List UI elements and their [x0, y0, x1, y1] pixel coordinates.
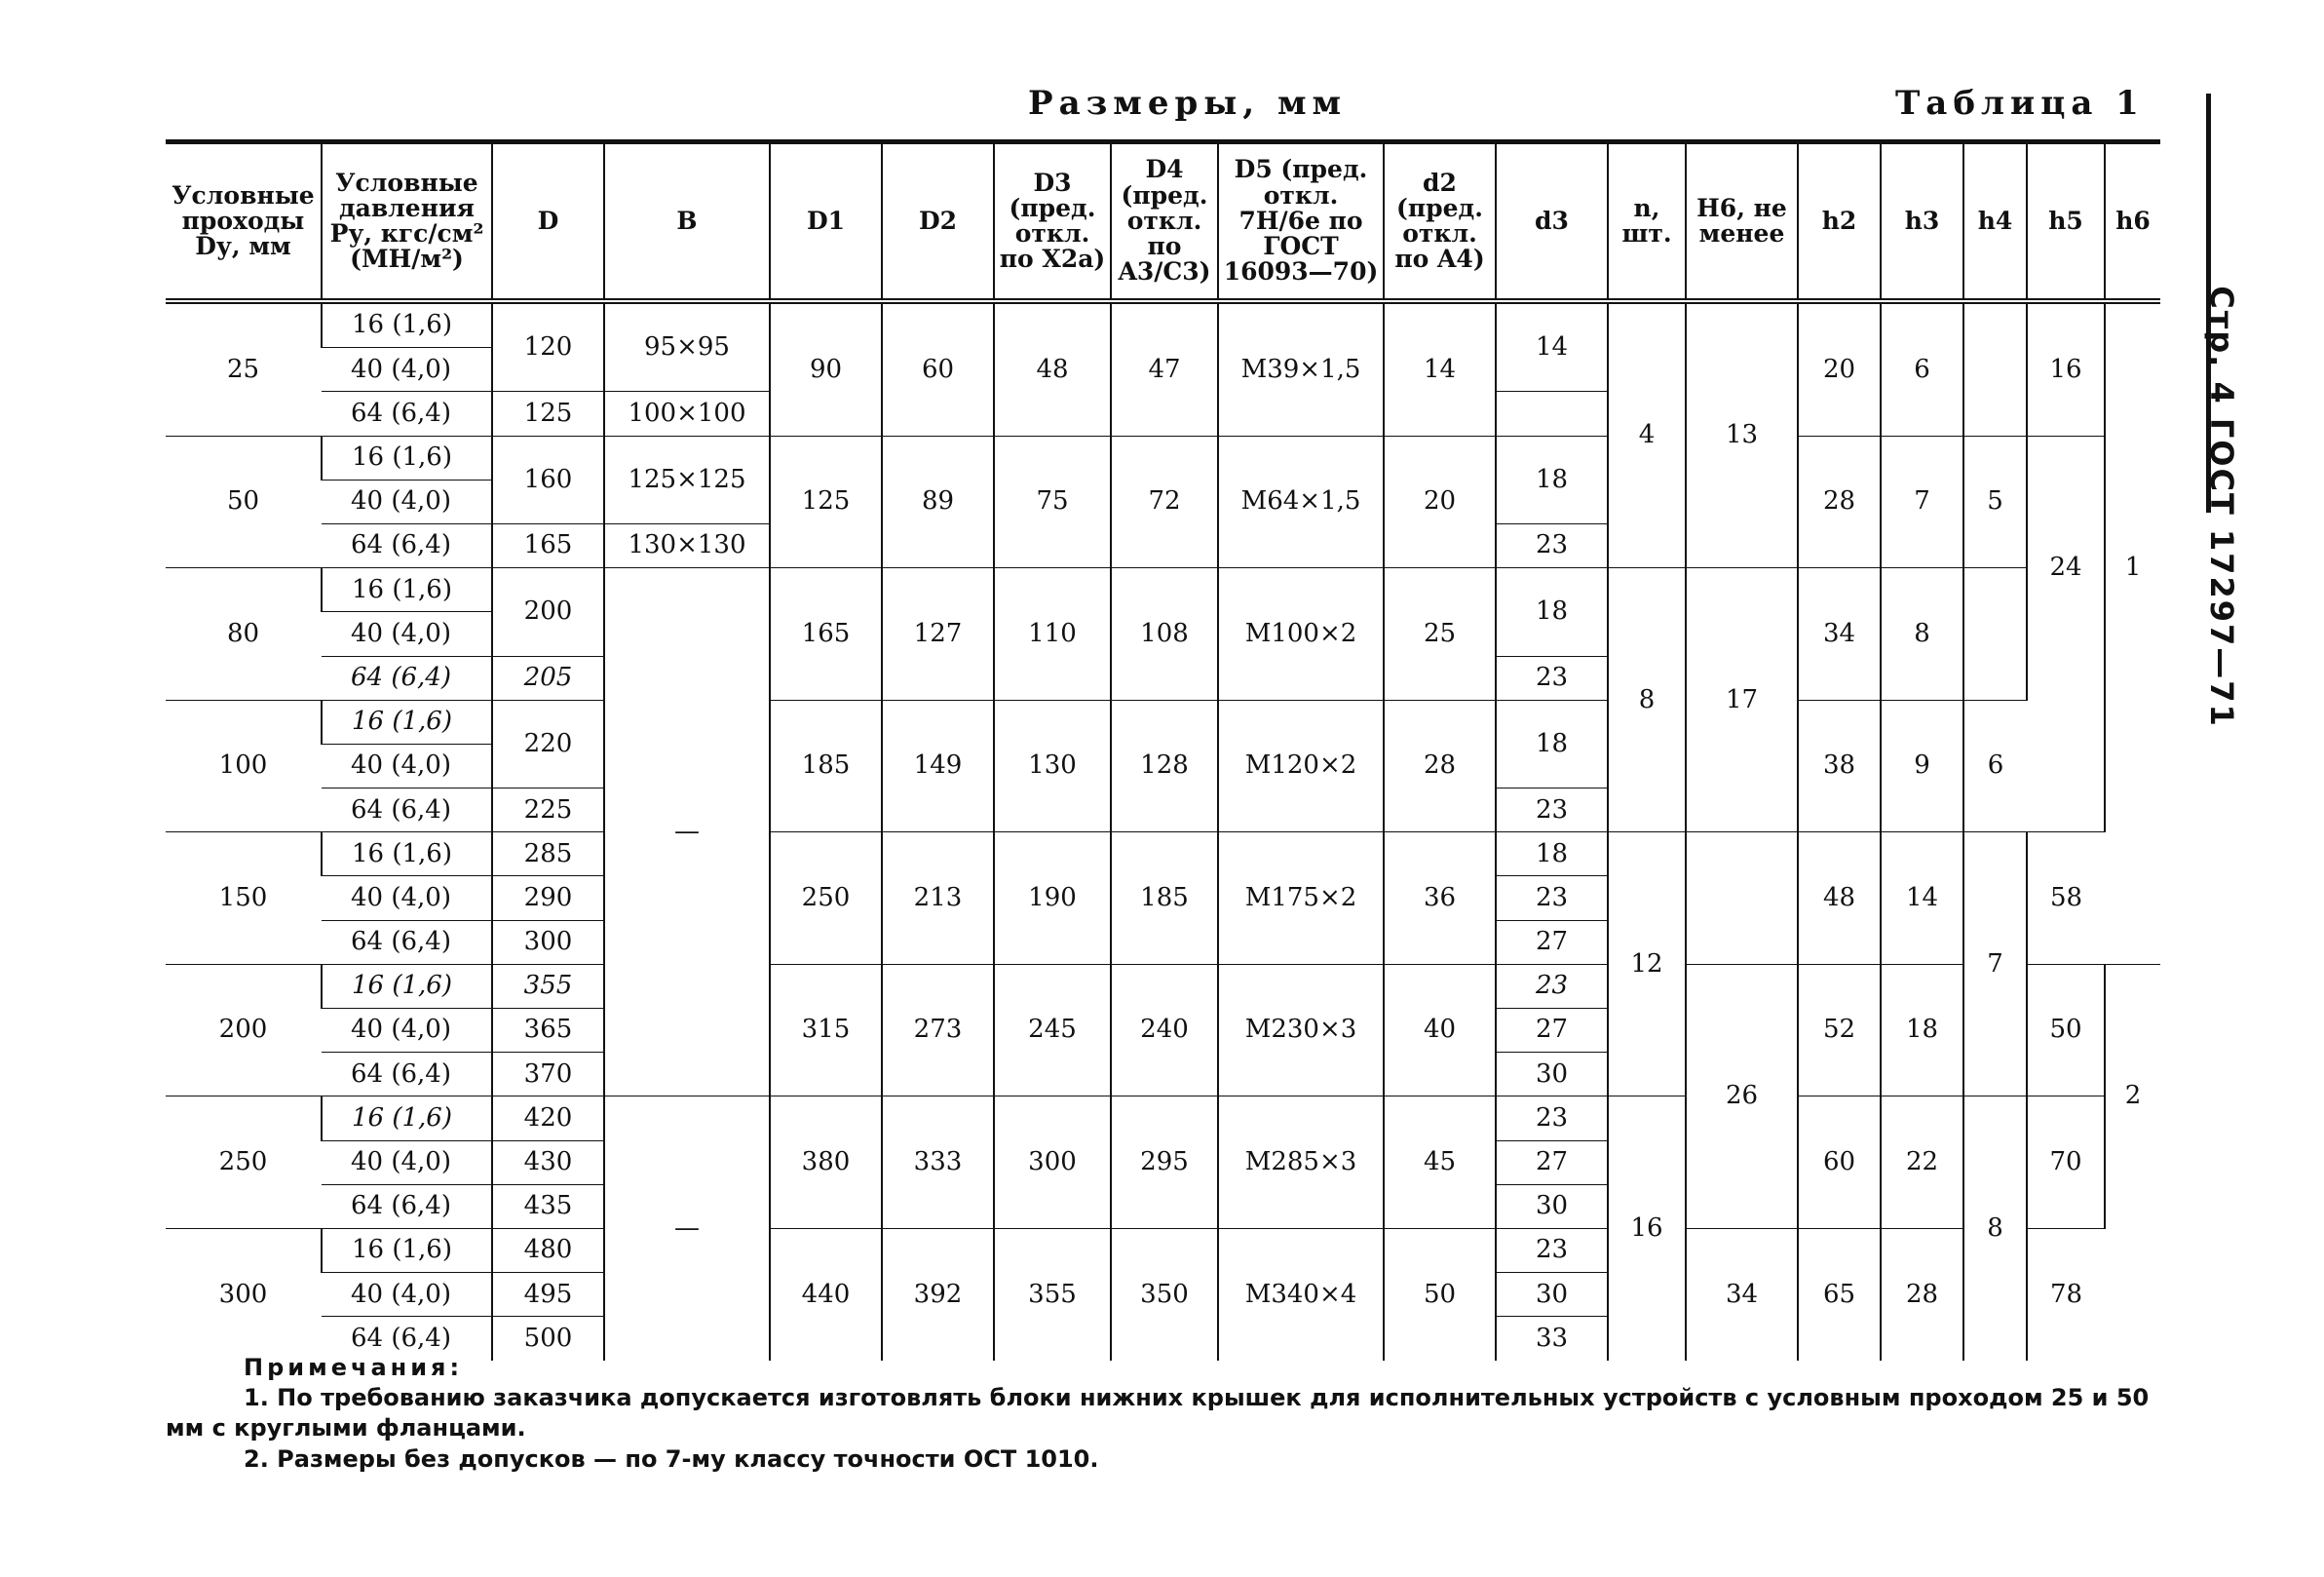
- cell-d3: 27: [1496, 920, 1608, 964]
- cell-d2: 45: [1384, 1096, 1496, 1229]
- cell-D3: 48: [994, 301, 1111, 436]
- cell-B: 100×100: [604, 392, 770, 436]
- cell-h4: 5: [1963, 436, 2027, 568]
- cell-h3: 22: [1881, 1096, 1963, 1229]
- page-side-label-text: Стр. 4 ГОСТ 17297—71: [2203, 286, 2240, 728]
- cell-py: 16 (1,6): [322, 436, 492, 480]
- cell-D5: M120×2: [1218, 700, 1384, 832]
- cell-d3: 18: [1496, 832, 1608, 876]
- cell-h3: 6: [1881, 301, 1963, 436]
- cell-dy: 100: [166, 700, 322, 832]
- cell-py: 64 (6,4): [322, 1317, 492, 1361]
- cell-D: 480: [492, 1228, 604, 1272]
- cell-D3: 355: [994, 1228, 1111, 1360]
- cell-h4: 8: [1963, 1096, 2027, 1361]
- table-number: Таблица 1: [1895, 84, 2145, 123]
- cell-h3: 9: [1881, 700, 1963, 832]
- cell-D: 205: [492, 656, 604, 700]
- cell-dy: 25: [226, 354, 260, 384]
- cell-dy: 250: [166, 1096, 322, 1229]
- cell-D2: 273: [882, 964, 994, 1096]
- header-D4: D4 (пред. откл. по A3/C3): [1111, 142, 1218, 302]
- cell-py: 40 (4,0): [322, 744, 492, 788]
- cell-B: —: [604, 1096, 770, 1361]
- cell-D5: M285×3: [1218, 1096, 1384, 1229]
- cell-n: 8: [1608, 568, 1686, 832]
- cell-py: 40 (4,0): [322, 612, 492, 656]
- cell-d2: 25: [1384, 568, 1496, 701]
- cell-d3: 23: [1496, 1096, 1608, 1140]
- cell-d3: 27: [1496, 1009, 1608, 1053]
- notes-title: Примечания:: [244, 1354, 464, 1381]
- table-row: [166, 964, 2160, 1008]
- cell-D4: 350: [1111, 1228, 1218, 1360]
- cell-h4: [1963, 301, 2027, 436]
- cell-D4: 72: [1111, 436, 1218, 568]
- cell-h2: 20: [1798, 301, 1881, 436]
- cell-D: 435: [492, 1184, 604, 1228]
- cell-d3: 18: [1496, 436, 1608, 523]
- cell-D5: M230×3: [1218, 964, 1384, 1096]
- table-header-row: [166, 142, 2160, 302]
- cell-h2: 52: [1798, 964, 1881, 1096]
- table-row: [166, 436, 2160, 480]
- cell-B: —: [604, 568, 770, 1096]
- cell-h2: 34: [1798, 568, 1881, 701]
- cell-py: 40 (4,0): [322, 348, 492, 392]
- note-2: 2. Размеры без допусков — по 7-му классу точности ОСТ 1010.: [244, 1444, 1099, 1473]
- cell-d3: 30: [1496, 1273, 1608, 1317]
- cell-D2: 127: [882, 568, 994, 701]
- cell-dy: 150: [166, 832, 322, 965]
- cell-d3: 14: [1496, 301, 1608, 392]
- cell-D: 420: [492, 1096, 604, 1140]
- cell-py: 40 (4,0): [322, 1273, 492, 1317]
- table-row: [166, 832, 2160, 876]
- cell-d3: 18: [1496, 700, 1608, 788]
- cell-n: 12: [1608, 832, 1686, 1096]
- header-D5: D5 (пред. откл. 7H/6e по ГОСТ 16093—70): [1218, 142, 1384, 302]
- cell-D2: 333: [882, 1096, 994, 1229]
- cell-D: 495: [492, 1273, 604, 1317]
- cell-py: 40 (4,0): [322, 480, 492, 523]
- cell-D2: 392: [882, 1228, 994, 1360]
- cell-py: 64 (6,4): [322, 523, 492, 567]
- cell-d3: 30: [1496, 1053, 1608, 1096]
- cell-h3: 18: [1881, 964, 1963, 1096]
- cell-D2: 60: [882, 301, 994, 436]
- cell-h4: [1963, 568, 2027, 701]
- header-h5: h5: [2027, 142, 2105, 302]
- cell-d3: 23: [1496, 876, 1608, 920]
- cell-d3: 30: [1496, 1184, 1608, 1228]
- cell-py: 16 (1,6): [322, 1228, 492, 1272]
- header-h4: h4: [1963, 142, 2027, 302]
- cell-h6: 2: [2105, 964, 2160, 1228]
- cell-D: 300: [492, 920, 604, 964]
- cell-D4: 108: [1111, 568, 1218, 701]
- cell-D4: 128: [1111, 700, 1218, 832]
- cell-h5: 58: [2027, 832, 2105, 965]
- cell-h5: 24: [2027, 436, 2105, 700]
- cell-D1: 90: [770, 301, 882, 436]
- cell-D5: M64×1,5: [1218, 436, 1384, 568]
- cell-d3: 27: [1496, 1140, 1608, 1184]
- cell-dy: 200: [166, 964, 322, 1096]
- cell-D1: 165: [770, 568, 882, 701]
- cell-D5: M340×4: [1218, 1228, 1384, 1360]
- cell-d3: [1496, 392, 1608, 436]
- cell-H6: 34: [1686, 1228, 1798, 1360]
- header-D: D: [492, 142, 604, 302]
- table-row: [166, 568, 2160, 612]
- header-n: n, шт.: [1608, 142, 1686, 302]
- header-py: Условные давления Pу, кгс/см² (МН/м²): [322, 142, 492, 302]
- cell-D4: 47: [1111, 301, 1218, 436]
- cell-h3: 28: [1881, 1228, 1963, 1360]
- notes-section: [166, 1353, 2153, 1475]
- cell-d2: 36: [1384, 832, 1496, 965]
- header-B: B: [604, 142, 770, 302]
- cell-h3: 14: [1881, 832, 1963, 965]
- cell-D1: 125: [770, 436, 882, 568]
- cell-H6: [1686, 832, 1798, 965]
- cell-d3: 23: [1496, 523, 1608, 567]
- cell-dy: 80: [166, 568, 322, 701]
- cell-D1: 250: [770, 832, 882, 965]
- cell-h3: 7: [1881, 436, 1963, 568]
- cell-D: 200: [492, 568, 604, 656]
- cell-h2: 60: [1798, 1096, 1881, 1229]
- cell-B: 130×130: [604, 523, 770, 567]
- cell-D: 500: [492, 1317, 604, 1361]
- cell-h2: 28: [1798, 436, 1881, 568]
- cell-d3: 33: [1496, 1317, 1608, 1361]
- header-D1: D1: [770, 142, 882, 302]
- cell-d2: 20: [1384, 436, 1496, 568]
- cell-py: 40 (4,0): [322, 876, 492, 920]
- cell-H6: 26: [1686, 964, 1798, 1228]
- cell-py: 64 (6,4): [322, 1184, 492, 1228]
- cell-D3: 130: [994, 700, 1111, 832]
- note-1: 1. По требованию заказчика допускается изготовлять блоки нижних крышек для исполнительных устройств с условным проходом 25 и 50 мм с круглыми фланцами.: [166, 1384, 2150, 1442]
- cell-B: 125×125: [604, 436, 770, 523]
- cell-h5: 16: [2027, 301, 2105, 436]
- table-row: [166, 1228, 2160, 1272]
- cell-H6: 13: [1686, 301, 1798, 568]
- cell-D5: M100×2: [1218, 568, 1384, 701]
- cell-d3: 18: [1496, 568, 1608, 656]
- cell-py: 40 (4,0): [322, 1009, 492, 1053]
- cell-n: 16: [1608, 1096, 1686, 1361]
- cell-D: 160: [492, 436, 604, 523]
- cell-h2: 65: [1798, 1228, 1881, 1360]
- cell-h2: 38: [1798, 700, 1881, 832]
- cell-d2: 40: [1384, 964, 1496, 1096]
- cell-py: 64 (6,4): [322, 656, 492, 700]
- cell-h5: 70: [2027, 1096, 2105, 1229]
- cell-d3: 23: [1496, 964, 1608, 1008]
- header-H6: H6, не менее: [1686, 142, 1798, 302]
- header-D2: D2: [882, 142, 994, 302]
- header-h3: h3: [1881, 142, 1963, 302]
- cell-h2: 48: [1798, 832, 1881, 965]
- cell-n: 4: [1608, 301, 1686, 568]
- cell-d2: 14: [1384, 301, 1496, 436]
- table-title: Размеры, мм: [1028, 84, 1348, 123]
- cell-py: 16 (1,6): [322, 568, 492, 612]
- cell-D2: 213: [882, 832, 994, 965]
- cell-d3: 23: [1496, 788, 1608, 832]
- dimensions-table: [166, 139, 2160, 1361]
- cell-D: 370: [492, 1053, 604, 1096]
- cell-h3: 8: [1881, 568, 1963, 701]
- cell-py: 64 (6,4): [322, 1053, 492, 1096]
- cell-D4: 240: [1111, 964, 1218, 1096]
- cell-h5: 50: [2027, 964, 2105, 1096]
- table-row: [166, 700, 2160, 744]
- cell-D: 290: [492, 876, 604, 920]
- cell-D5: M39×1,5: [1218, 301, 1384, 436]
- cell-dy: 50: [166, 436, 322, 568]
- cell-D3: 75: [994, 436, 1111, 568]
- cell-py: 64 (6,4): [322, 788, 492, 832]
- cell-D: 430: [492, 1140, 604, 1184]
- cell-d2: 50: [1384, 1228, 1496, 1360]
- cell-D: 125: [492, 392, 604, 436]
- cell-d3: 23: [1496, 656, 1608, 700]
- cell-h4: 6: [1963, 700, 2027, 832]
- cell-py: 16 (1,6): [322, 832, 492, 876]
- header-dy: Условные проходы Dу, мм: [166, 142, 322, 302]
- cell-D3: 245: [994, 964, 1111, 1096]
- cell-py: 16 (1,6): [322, 700, 492, 744]
- cell-D3: 300: [994, 1096, 1111, 1229]
- header-h6: h6: [2105, 142, 2160, 302]
- cell-h5: 78: [2027, 1228, 2105, 1360]
- cell-py: 16 (1,6): [322, 301, 492, 348]
- cell-D: 165: [492, 523, 604, 567]
- cell-D: 285: [492, 832, 604, 876]
- cell-D1: 185: [770, 700, 882, 832]
- cell-D: 365: [492, 1009, 604, 1053]
- cell-D3: 190: [994, 832, 1111, 965]
- cell-D2: 149: [882, 700, 994, 832]
- header-h2: h2: [1798, 142, 1881, 302]
- cell-py: 16 (1,6): [322, 964, 492, 1008]
- cell-D: 355: [492, 964, 604, 1008]
- cell-py: 16 (1,6): [322, 1096, 492, 1140]
- cell-d3: 23: [1496, 1228, 1608, 1272]
- cell-d2: 28: [1384, 700, 1496, 832]
- cell-D: 220: [492, 700, 604, 788]
- header-D3: D3 (пред. откл. по X2а): [994, 142, 1111, 302]
- cell-D1: 440: [770, 1228, 882, 1360]
- cell-D3: 110: [994, 568, 1111, 701]
- cell-D4: 295: [1111, 1096, 1218, 1229]
- table-row: [166, 1096, 2160, 1140]
- cell-H6: 17: [1686, 568, 1798, 832]
- cell-D: 120: [492, 301, 604, 392]
- header-d3: d3: [1496, 142, 1608, 302]
- cell-D2: 89: [882, 436, 994, 568]
- cell-h4: 7: [1963, 832, 2027, 1096]
- cell-D4: 185: [1111, 832, 1218, 965]
- header-d2: d2 (пред. откл. по A4): [1384, 142, 1496, 302]
- cell-D: 225: [492, 788, 604, 832]
- cell-B: 95×95: [604, 301, 770, 392]
- cell-py: 40 (4,0): [322, 1140, 492, 1184]
- cell-D5: M175×2: [1218, 832, 1384, 965]
- cell-py: 64 (6,4): [322, 920, 492, 964]
- cell-h6: 1: [2105, 301, 2160, 832]
- table-row: [166, 301, 2160, 348]
- cell-py: 64 (6,4): [322, 392, 492, 436]
- cell-D1: 380: [770, 1096, 882, 1229]
- cell-D1: 315: [770, 964, 882, 1096]
- cell-dy: 300: [166, 1228, 322, 1360]
